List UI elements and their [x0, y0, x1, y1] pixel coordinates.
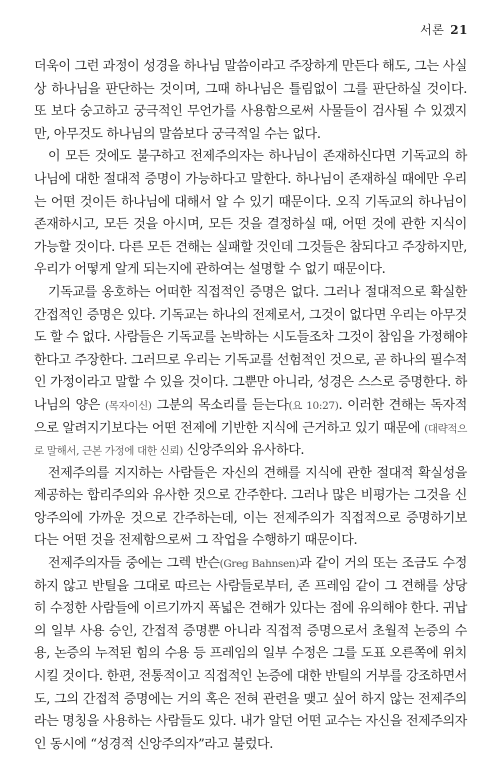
text-segment: 이 모든 것에도 불구하고 전제주의자는 하나님이 존재하신다면 기독교의 하나님에 대한 절대적 증명이 가능하다고 말한다. 하나님이 존재하실 때에만 우리는 어떤 것이든 하나님에 대해서 알 수 있기 때문이다. 오직 기독교의 하나님이 존재하시고, 모든 것을 아시며, 모든 것을 결정하실 때, 어떤 것에 관한 지식이 가능할 것이다. 다른 모든 견해는 실패할 것인데 그것들은 참되다고 주장하지만, 우리가 어떻게 알게 되는지에 관하여는 설명할 수 없기 때문이다.: [34, 149, 467, 278]
page-number: 21: [450, 23, 468, 37]
paragraph: [34, 553, 467, 756]
section-title: 서론: [420, 23, 445, 37]
inline-note: (Greg Bahnsen): [219, 558, 299, 571]
running-head: [420, 21, 468, 38]
text-segment: 신앙주의와 유사하다.: [182, 443, 305, 459]
paragraph: [34, 282, 467, 463]
inline-note: (요 10:27): [288, 399, 339, 412]
text-segment: 그분의 목소리를 듣는다: [151, 397, 289, 413]
text-segment: 전제주의자들 중에는 그렉 반슨: [48, 556, 220, 572]
text-segment: 기독교를 옹호하는 어떠한 직접적인 증명은 없다. 그러나 절대적으로 확실한 간접적인 증명은 있다. 기독교는 하나의 전제로서, 그것이 없다면 우리는 아무것도 할 수 없다. 사람들은 기독교를 논박하는 시도들조차 그것이 참임을 가정해야 한다고 주장한다. 그러므로 우리는 기독교를 선험적인 것으로, 곧 하나의 필수적인 가정이라고 말할 수 있을 것이다. 그뿐만 아니라, 성경은 스스로 증명한다. 하나님의 양은: [34, 284, 467, 413]
inline-note: (대략적으로 말해서, 근본 가정에 대한 신뢰): [34, 422, 467, 458]
paragraph: [34, 463, 467, 553]
text-segment: 전제주의를 지지하는 사람들은 자신의 견해를 지식에 관한 절대적 확실성을 제공하는 합리주의와 유사한 것으로 간주한다. 그러나 많은 비평가는 그것을 신앙주의에 가까운 것으로 간주하는데, 이는 전제주의가 직접적으로 증명하기보다는 어떤 것을 전제함으로써 그 작업을 수행하기 때문이다.: [34, 465, 467, 549]
inline-note: (목자이신): [104, 399, 152, 412]
paragraph: [34, 56, 467, 146]
text-segment: 과 같이 거의 또는 조금도 수정하지 않고 반틸을 그대로 따르는 사람들로부터, 존 프레임 같이 그 견해를 상당히 수정한 사람들에 이르기까지 폭넓은 견해가 있다는 점에 유의해야 한다. 귀납의 일부 사용 승인, 간접적 증명뿐 아니라 직접적 증명으로서 초월적 논증의 수용, 논증의 누적된 힘의 수용 등 프레임의 일부 수정은 그를 도표 오른쪽에 위치시킬 것이다. 한편, 전통적이고 직접적인 논증에 대한 반틸의 거부를 강조하면서도, 그의 간접적 증명에는 거의 혹은 전혀 관련을 맺고 싶어 하지 않는 전제주의라는 명칭을 사용하는 사람들도 있다. 내가 알던 어떤 교수는 자신을 전제주의자인 동시에 “성경적 신앙주의자”라고 불렀다.: [34, 556, 467, 752]
text-segment: . 이러한 견해는 독자적으로 알려지기보다는 어떤 전제에 기반한 지식에 근거하고 있기 때문에: [34, 397, 467, 436]
text-segment: 더욱이 그런 과정이 성경을 하나님 말씀이라고 주장하게 만든다 해도, 그는 사실상 하나님을 판단하는 것이며, 그때 하나님은 틀림없이 그를 판단하실 것이다. 또 보다 숭고하고 궁극적인 무언가를 사용함으로써 사물들이 검사될 수 있겠지만, 아무것도 하나님의 말씀보다 궁극적일 수는 없다.: [34, 59, 467, 142]
body-text: [34, 56, 467, 756]
paragraph: [34, 146, 467, 282]
